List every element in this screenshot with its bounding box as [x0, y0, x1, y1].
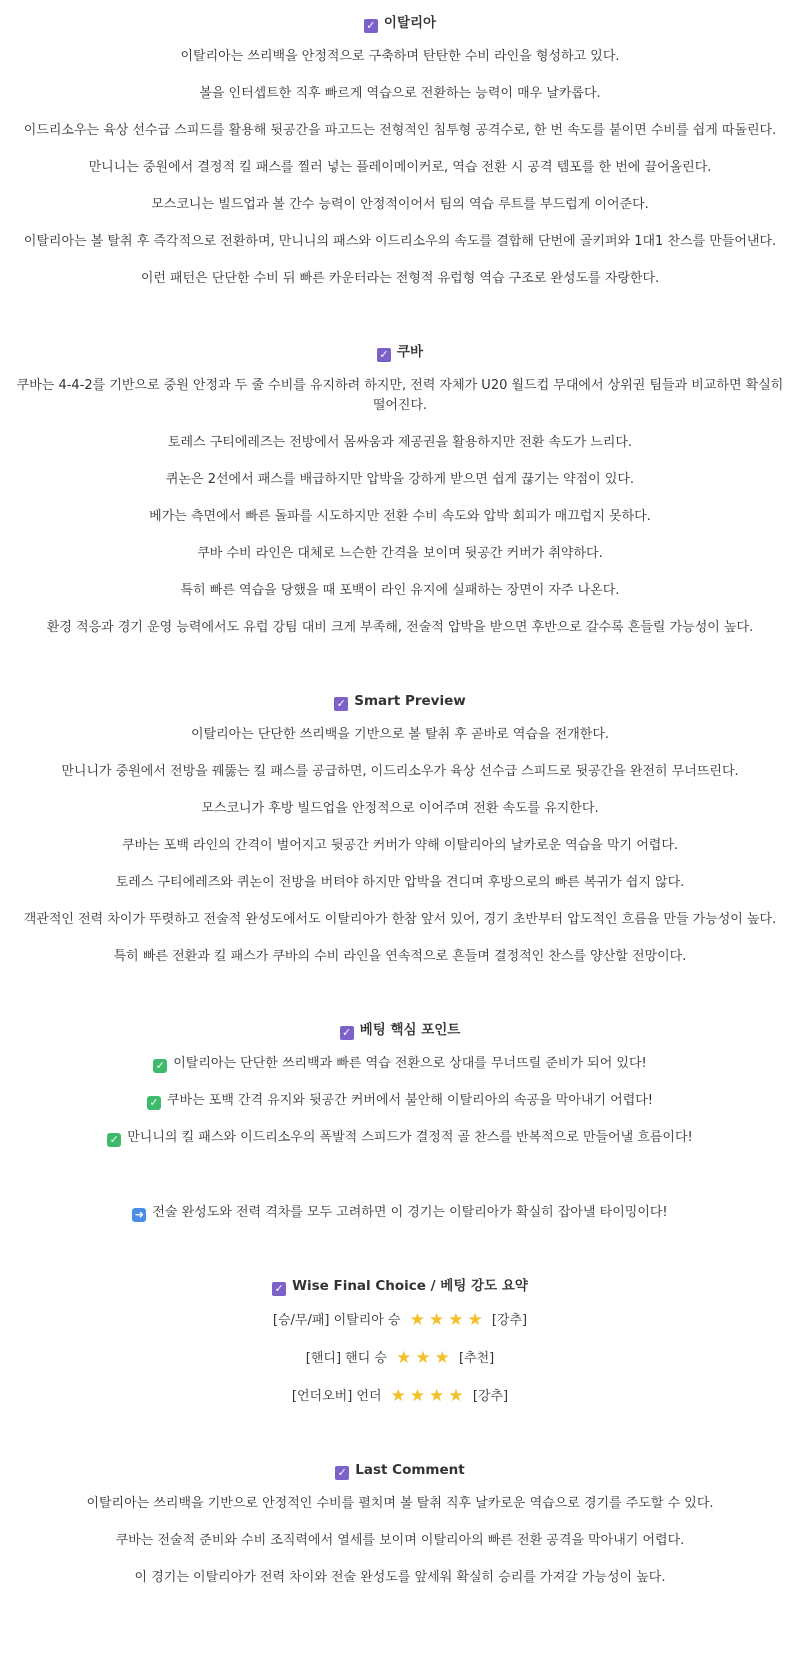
- smart-preview-paragraph: 토레스 구티에레즈와 퀴논이 전방을 버텨야 하지만 압박을 견디며 후방으로의 빠른 복귀가 쉽지 않다.: [115, 875, 685, 890]
- cuba-paragraph: 토레스 구티에레즈는 전방에서 몸싸움과 제공권을 활용하지만 전환 속도가 느리다.: [167, 435, 633, 450]
- star-icon: ★: [409, 1310, 425, 1330]
- italy-paragraph: 이드리소우는 육상 선수급 스피드를 활용해 뒷공간을 파고드는 전형적인 침투형 공격수로, 한 번 속도를 붙이면 수비를 쉽게 따돌린다.: [23, 123, 777, 138]
- italy-paragraph: 볼을 인터셉트한 직후 빠르게 역습으로 전환하는 능력이 매우 날카롭다.: [199, 86, 601, 101]
- pick-label: [언더오버] 언더: [291, 1389, 382, 1404]
- check-box-icon: ✓: [335, 1466, 349, 1480]
- star-rating: [394, 1348, 452, 1368]
- betting-point-item: [0, 1120, 800, 1157]
- check-box-icon: ✓: [340, 1026, 354, 1040]
- check-box-icon: ✓: [272, 1282, 286, 1296]
- cuba-paragraph: 쿠바는 4-4-2를 기반으로 중원 안정과 두 줄 수비를 유지하려 하지만, 전력 자체가 U20 월드컵 무대에서 상위권 팀들과 비교하면 확실히 떨어진다.: [16, 378, 784, 413]
- star-rating: [408, 1310, 485, 1330]
- last-comment-paragraph: 이탈리아는 쓰리백을 기반으로 안정적인 수비를 펼치며 볼 탈취 직후 날카로운 역습으로 경기를 주도할 수 있다.: [86, 1496, 714, 1511]
- betting-point-text: 이탈리아는 단단한 쓰리백과 빠른 역습 전환으로 상대를 무너뜨릴 준비가 되어 있다!: [173, 1056, 647, 1071]
- cuba-paragraph: 퀴논은 2선에서 패스를 배급하지만 압박을 강하게 받으면 쉽게 끊기는 약점이 있다.: [165, 472, 635, 487]
- smart-preview-heading: [0, 685, 800, 717]
- final-choice-section: [0, 1270, 800, 1416]
- star-icon: ★: [428, 1310, 445, 1330]
- cuba-paragraph: 쿠바 수비 라인은 대체로 느슨한 간격을 보이며 뒷공간 커버가 취약하다.: [197, 546, 603, 561]
- last-comment-heading-text: Last Comment: [355, 1462, 465, 1478]
- green-check-icon: ✓: [107, 1133, 121, 1147]
- italy-paragraph: 만니니는 중원에서 결정적 킬 패스를 찔러 넣는 플레이메이커로, 역습 전환 시 공격 템포를 한 번에 끌어올린다.: [88, 160, 712, 175]
- pick-row: [0, 1378, 800, 1416]
- star-icon: ★: [415, 1348, 431, 1368]
- italy-section: [0, 7, 800, 298]
- star-icon: ★: [448, 1310, 464, 1330]
- italy-paragraph: 모스코니는 빌드업과 볼 간수 능력이 안정적이어서 팀의 역습 루트를 부드럽게 이어준다.: [151, 197, 649, 212]
- conclusion-section: [0, 1195, 800, 1232]
- star-icon: ★: [429, 1386, 445, 1406]
- cuba-paragraph: 특히 빠른 역습을 당했을 때 포백이 라인 유지에 실패하는 장면이 자주 나온다.: [180, 583, 620, 598]
- green-check-icon: ✓: [147, 1096, 161, 1110]
- pick-strength: [강추]: [491, 1313, 528, 1328]
- smart-preview-paragraph: 특히 빠른 전환과 킬 패스가 쿠바의 수비 라인을 연속적으로 흔들며 결정적인 찬스를 양산할 전망이다.: [113, 949, 687, 964]
- betting-points-heading-text: 베팅 핵심 포인트: [359, 1022, 461, 1038]
- smart-preview-section: [0, 685, 800, 976]
- last-comment-heading: [0, 1454, 800, 1486]
- smart-preview-heading-text: Smart Preview: [354, 693, 466, 709]
- cuba-section: [0, 336, 800, 647]
- betting-point-item: [0, 1046, 800, 1083]
- pick-label: [핸디] 핸디 승: [305, 1351, 387, 1366]
- betting-points-section: [0, 1014, 800, 1157]
- cuba-heading: [0, 336, 800, 368]
- star-icon: ★: [396, 1348, 412, 1368]
- betting-point-text: 쿠바는 포백 간격 유지와 뒷공간 커버에서 불안해 이탈리아의 속공을 막아내기 어렵다!: [166, 1093, 654, 1108]
- star-icon: ★: [390, 1386, 406, 1406]
- final-choice-heading: [0, 1270, 800, 1302]
- check-box-icon: ✓: [377, 348, 391, 362]
- cuba-heading-text: 쿠바: [396, 344, 424, 360]
- last-comment-paragraph: 쿠바는 전술적 준비와 수비 조직력에서 열세를 보이며 이탈리아의 빠른 전환 공격을 막아내기 어렵다.: [115, 1533, 685, 1548]
- betting-point-text: 만니니의 킬 패스와 이드리소우의 폭발적 스피드가 결정적 골 찬스를 반복적으로 만들어낼 흐름이다!: [127, 1130, 693, 1145]
- smart-preview-paragraph: 객관적인 전력 차이가 뚜렷하고 전술적 완성도에서도 이탈리아가 한참 앞서 있어, 경기 초반부터 압도적인 흐름을 만들 가능성이 높다.: [23, 912, 777, 927]
- cuba-paragraph: 베가는 측면에서 빠른 돌파를 시도하지만 전환 수비 속도와 압박 회피가 매끄럽지 못하다.: [149, 509, 651, 524]
- italy-paragraph: 이탈리아는 쓰리백을 안정적으로 구축하며 탄탄한 수비 라인을 형성하고 있다.: [180, 49, 620, 64]
- conclusion-text: 전술 완성도와 전력 격차를 모두 고려하면 이 경기는 이탈리아가 확실히 잡아낼 타이밍이다!: [152, 1205, 668, 1220]
- star-icon: ★: [434, 1348, 450, 1368]
- smart-preview-paragraph: 만니니가 중원에서 전방을 꿰뚫는 킬 패스를 공급하면, 이드리소우가 육상 선수급 스피드로 뒷공간을 완전히 무너뜨린다.: [61, 764, 739, 779]
- star-icon: ★: [467, 1310, 483, 1330]
- pick-strength: [추천]: [458, 1351, 495, 1366]
- final-choice-heading-text: Wise Final Choice / 베팅 강도 요약: [292, 1278, 528, 1294]
- pick-row: [0, 1302, 800, 1340]
- betting-point-item: [0, 1083, 800, 1120]
- right-arrow-icon: ➜: [132, 1208, 146, 1222]
- check-box-icon: ✓: [334, 697, 348, 711]
- check-box-icon: ✓: [364, 19, 378, 33]
- star-rating: [389, 1386, 466, 1406]
- smart-preview-paragraph: 이탈리아는 단단한 쓰리백을 기반으로 볼 탈취 후 곧바로 역습을 전개한다.: [190, 727, 610, 742]
- italy-paragraph: 이런 패턴은 단단한 수비 뒤 빠른 카운터라는 전형적 유럽형 역습 구조로 완성도를 자랑한다.: [140, 271, 660, 286]
- pick-row: [0, 1340, 800, 1378]
- pick-strength: [강추]: [472, 1389, 509, 1404]
- star-icon: ★: [409, 1386, 426, 1406]
- conclusion-line: [0, 1195, 800, 1232]
- last-comment-paragraph: 이 경기는 이탈리아가 전력 차이와 전술 완성도를 앞세워 확실히 승리를 가져갈 가능성이 높다.: [134, 1570, 666, 1585]
- smart-preview-paragraph: 모스코니가 후방 빌드업을 안정적으로 이어주며 전환 속도를 유지한다.: [201, 801, 599, 816]
- smart-preview-paragraph: 쿠바는 포백 라인의 간격이 벌어지고 뒷공간 커버가 약해 이탈리아의 날카로운 역습을 막기 어렵다.: [121, 838, 679, 853]
- cuba-paragraph: 환경 적응과 경기 운영 능력에서도 유럽 강팀 대비 크게 부족해, 전술적 압박을 받으면 후반으로 갈수록 흔들릴 가능성이 높다.: [46, 620, 754, 635]
- last-comment-section: [0, 1454, 800, 1597]
- italy-heading-text: 이탈리아: [383, 15, 437, 31]
- italy-heading: [0, 7, 800, 39]
- green-check-icon: ✓: [153, 1059, 167, 1073]
- italy-paragraph: 이탈리아는 볼 탈취 후 즉각적으로 전환하며, 만니니의 패스와 이드리소우의 속도를 결합해 단번에 골키퍼와 1대1 찬스를 만들어낸다.: [23, 234, 777, 249]
- betting-points-heading: [0, 1014, 800, 1046]
- star-icon: ★: [448, 1386, 464, 1406]
- pick-label: [승/무/패] 이탈리아 승: [272, 1313, 401, 1328]
